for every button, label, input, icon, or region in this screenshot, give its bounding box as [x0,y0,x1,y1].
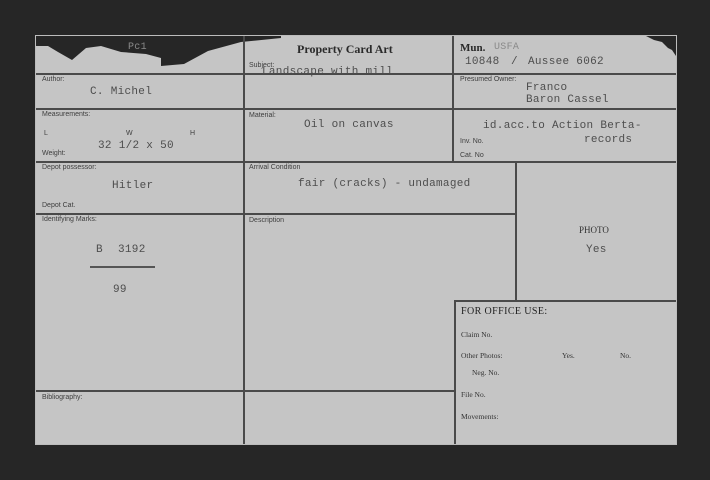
presumed-owner-label: Presumed Owner: [460,76,517,83]
weight-label: Weight: [42,150,66,157]
rule [454,300,676,302]
measurements-value: 32 1/2 x 50 [98,140,174,152]
rule [36,108,676,110]
top-left-stamp: Pc1 [128,42,147,53]
claim-no-label: Claim No. [461,330,493,339]
rule [36,161,676,163]
mun-stamp: USFA [494,42,520,53]
rule [243,36,245,444]
rule [452,36,454,162]
office-use-title: FOR OFFICE USE: [461,306,548,317]
other-photos-yes: Yes. [562,351,575,360]
depot-possessor-label: Depot possessor: [42,164,97,171]
card-title: Property Card Art [297,42,393,56]
file-no-label: File No. [461,390,486,399]
subject-value: Landscape with mill [262,66,394,78]
author-label: Author: [42,76,65,83]
torn-edge-right [646,36,676,56]
photo-label: PHOTO [579,225,609,235]
description-label: Description [249,217,285,224]
other-photos-label: Other Photos: [461,351,503,360]
arrival-condition-label: Arrival Condition [249,164,301,171]
depot-possessor-value: Hitler [112,180,154,192]
measurement-l: L [44,130,48,137]
cat-no-label: Cat. No [460,152,484,159]
mun-separator: / [511,56,518,68]
identifying-marks-underline [90,266,155,268]
measurement-w: W [126,130,133,137]
rule [36,390,454,392]
identifying-marks-prefix: B [96,244,103,256]
inv-no-label: Inv. No. [460,138,484,145]
measurements-label: Measurements: [42,111,91,118]
neg-no-label: Neg. No. [472,368,500,377]
mun-number: 10848 [465,56,500,68]
author-value: C. Michel [90,86,153,98]
presumed-owner-line2: Baron Cassel [526,94,609,106]
rule [36,213,516,215]
rule [454,300,456,444]
identification-line2: records [584,134,633,146]
aussee-number: Aussee 6062 [528,56,604,68]
identifying-marks-code: 3192 [118,244,146,256]
bibliography-label: Bibliography: [42,394,83,401]
property-card [36,36,676,444]
movements-label: Movements: [461,412,499,421]
rule [515,161,517,301]
arrival-condition-value: fair (cracks) - undamaged [298,178,471,190]
material-value: Oil on canvas [304,119,394,131]
other-photos-no: No. [620,351,632,360]
presumed-owner-line1: Franco [526,82,568,94]
identifying-marks-label: Identifying Marks: [42,216,97,223]
identifying-marks-number: 99 [113,284,127,296]
subject-label: Subject: [249,62,275,69]
material-label: Material: [249,112,276,119]
identification-line1: id.acc.to Action Berta- [483,120,642,132]
mun-label: Mun. [460,42,486,54]
photo-value: Yes [586,244,607,256]
depot-cat-label: Depot Cat. [42,202,76,209]
measurement-h: H [190,130,196,137]
